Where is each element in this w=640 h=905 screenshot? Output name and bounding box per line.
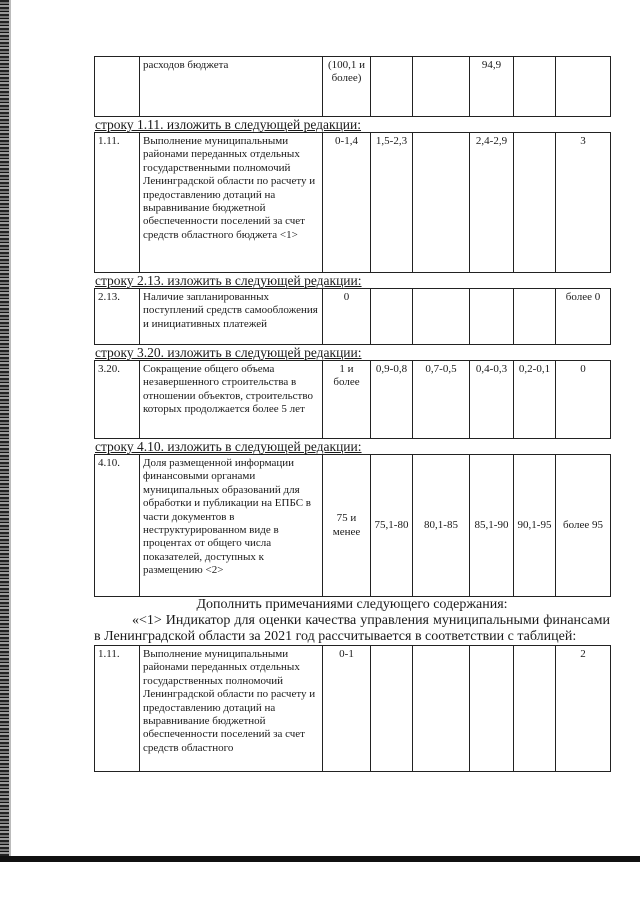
- cell-c5: 90,1-95: [514, 455, 556, 597]
- heading-row-2-13: строку 2.13. изложить в следующей редакции:: [95, 273, 362, 288]
- cell-c1: 0-1,4: [323, 133, 371, 273]
- cell-c1: (100,1 и более): [323, 57, 371, 117]
- table-row-3-20: [94, 360, 611, 439]
- cell-c3: [413, 57, 470, 117]
- cell-num: 2.13.: [95, 289, 140, 345]
- scan-edge-line: [9, 0, 11, 860]
- notes-intro: Дополнить примечаниями следующего содержания:: [196, 597, 508, 612]
- cell-c4: [470, 646, 514, 772]
- cell-c5: [514, 57, 556, 117]
- cell-c2: 1,5-2,3: [371, 133, 413, 273]
- table-row-1-11: [94, 132, 611, 273]
- cell-c4: 85,1-90: [470, 455, 514, 597]
- cell-c2: 75,1-80: [371, 455, 413, 597]
- heading-row-1-11: строку 1.11. изложить в следующей редакции:: [95, 117, 362, 132]
- cell-c1: 0-1: [323, 646, 371, 772]
- table-row-4-10: [94, 454, 611, 597]
- note-1-paragraph: «<1> Индикатор для оценки качества управления муниципальными финансами в Ленинградской области за 2021 год рассчитывается в соответствии с таблицей:: [94, 613, 610, 644]
- cell-c6: 0: [556, 361, 611, 439]
- cell-c6: 3: [556, 133, 611, 273]
- cell-c4: 94,9: [470, 57, 514, 117]
- cell-c5: 0,2-0,1: [514, 361, 556, 439]
- scan-edge: [0, 0, 9, 860]
- cell-name: Сокращение общего объема незавершенного строительства в отношении объектов, строительство которых продолжается более 5 лет: [140, 361, 323, 439]
- cell-c2: [371, 57, 413, 117]
- table-row-prev: [94, 56, 611, 117]
- cell-c5: [514, 133, 556, 273]
- table-row-1-11-note: [94, 645, 611, 772]
- heading-row-3-20: строку 3.20. изложить в следующей редакции:: [95, 345, 362, 360]
- cell-c6: более 0: [556, 289, 611, 345]
- cell-num: 4.10.: [95, 455, 140, 597]
- cell-c2: [371, 646, 413, 772]
- cell-c5: [514, 289, 556, 345]
- table-row-2-13: [94, 288, 611, 345]
- cell-c3: 80,1-85: [413, 455, 470, 597]
- cell-num: [95, 57, 140, 117]
- cell-c3: [413, 133, 470, 273]
- document-content: [94, 56, 610, 772]
- cell-c1: 0: [323, 289, 371, 345]
- heading-row-4-10: строку 4.10. изложить в следующей редакции:: [95, 439, 362, 454]
- scan-bottom-bar: [0, 856, 640, 862]
- cell-name: расходов бюджета: [140, 57, 323, 117]
- cell-num: 1.11.: [95, 133, 140, 273]
- cell-c4: [470, 289, 514, 345]
- cell-c4: 0,4-0,3: [470, 361, 514, 439]
- cell-c1: 75 и менее: [323, 455, 371, 597]
- cell-c4: 2,4-2,9: [470, 133, 514, 273]
- cell-c3: [413, 289, 470, 345]
- cell-c6: [556, 57, 611, 117]
- cell-c2: [371, 289, 413, 345]
- cell-c1: 1 и более: [323, 361, 371, 439]
- cell-c6: более 95: [556, 455, 611, 597]
- cell-num: 1.11.: [95, 646, 140, 772]
- cell-c3: [413, 646, 470, 772]
- cell-c5: [514, 646, 556, 772]
- cell-name: Выполнение муниципальными районами переданных отдельных государственными полномочий Ленинградской области по расчету и предоставлению дотаций на выравнивание бюджетной обеспеченности поселений за счет средств областного бюджета <1>: [140, 133, 323, 273]
- cell-name: Выполнение муниципальными районами переданных отдельных государственных полномочий Ленинградской области по расчету и предоставлению дотаций на выравнивание бюджетной обеспеченности поселений за счет средств областного: [140, 646, 323, 772]
- cell-num: 3.20.: [95, 361, 140, 439]
- cell-c2: 0,9-0,8: [371, 361, 413, 439]
- cell-c3: 0,7-0,5: [413, 361, 470, 439]
- cell-c6: 2: [556, 646, 611, 772]
- cell-name: Наличие запланированных поступлений средств самообложения и инициативных платежей: [140, 289, 323, 345]
- cell-name: Доля размещенной информации финансовыми органами муниципальных образований для обработки и публикации на ЕПБС в части документов в неструктурированном виде в процентах от общего числа показателей, доступных к размещению <2>: [140, 455, 323, 597]
